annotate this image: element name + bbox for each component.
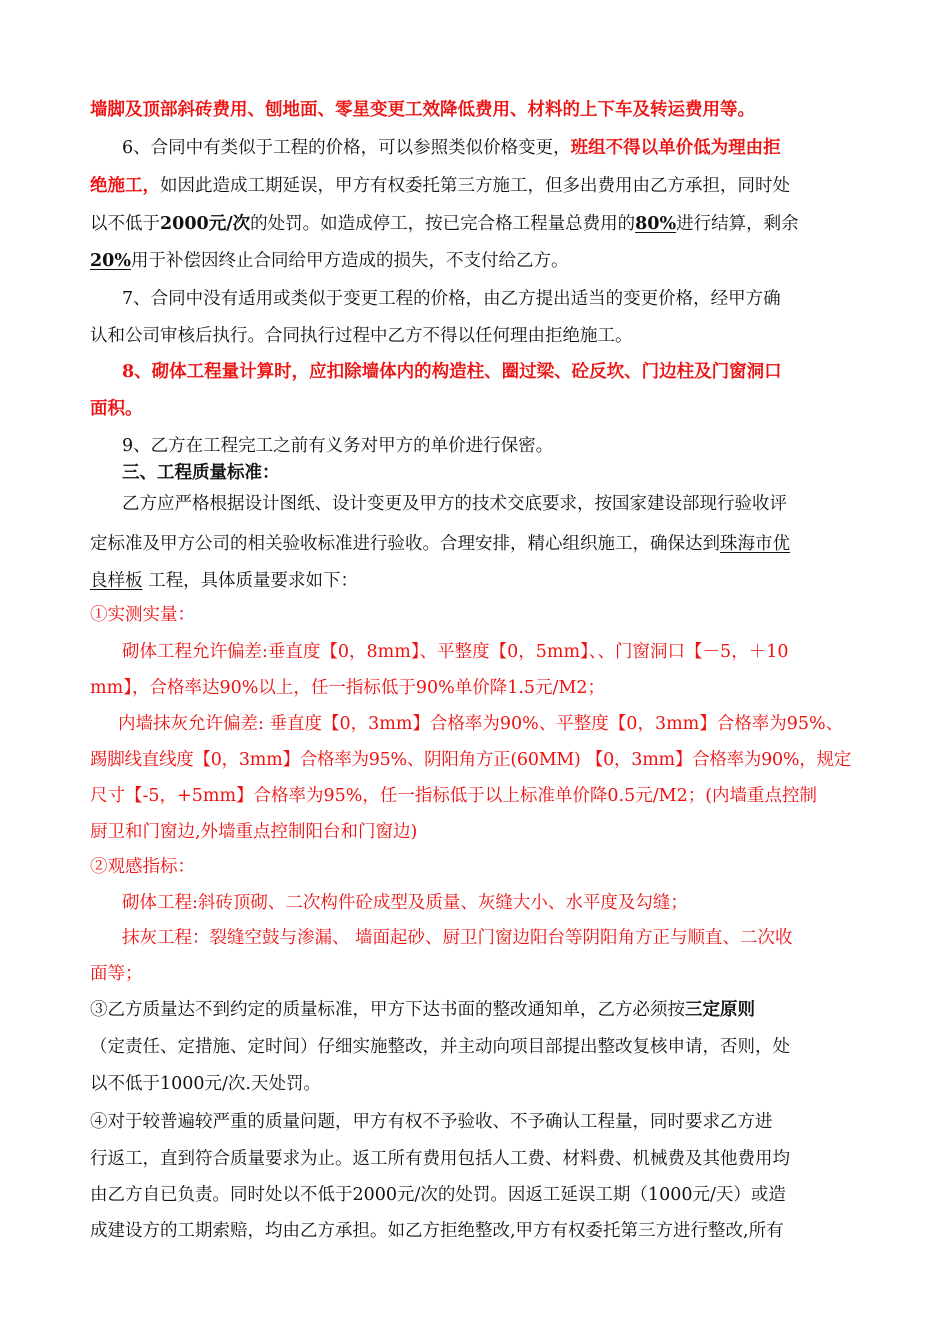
masonry-tolerance-line-2 [90,676,862,700]
text-run: 厨卫和门窗边,外墙重点控制阳台和门窗边) [90,822,418,842]
emphasized-text: 三定原则 [685,1000,755,1020]
text-run: 以不低于1000元/次.天处罚。 [90,1074,321,1094]
text-run: 以不低于 [90,214,160,234]
clause-6-line-1 [122,136,862,160]
text-run: 乙方应严格根据设计图纸、设计变更及甲方的技术交底要求，按国家建设部现行验收评 [122,494,787,514]
settlement-percent: 80% [635,214,677,234]
quality-intro-line-3 [90,569,862,593]
text-run: 砌体工程:斜砖顶砌、二次构件砼成型及质量、灰缝大小、水平度及勾缝； [122,893,688,913]
text-run: 的处罚。如造成停工，按已完合格工程量总费用的 [250,214,636,234]
text-run: （定责任、定措施、定时间）仔细实施整改，并主动向项目部提出整改复核申请，否则，处 [90,1037,790,1057]
text-run: 成建设方的工期索赔，均由乙方承担。如乙方拒绝整改,甲方有权委托第三方进行整改,所有 [90,1221,784,1241]
text-run: 用于补偿因终止合同给甲方造成的损失，不支付给乙方。 [130,251,569,271]
text-run: ①实测实量： [90,605,195,625]
clause-6-line-2 [90,174,862,198]
text-run: ②观感指标： [90,857,195,877]
underlined-text: 珠海市优 [720,534,790,554]
penalty-amount: 2000元/次 [160,214,251,234]
text-run: ③乙方质量达不到约定的质量标准，甲方下达书面的整改通知单，乙方必须按 [90,1000,685,1020]
rework-line-3 [90,1183,862,1207]
rework-line-2 [90,1147,862,1171]
highlighted-text: 绝施工， [90,176,160,196]
masonry-appearance-line [122,891,862,915]
plaster-tolerance-line-2 [90,748,862,772]
appearance-heading [90,855,862,879]
plaster-tolerance-line-4 [90,820,862,844]
masonry-tolerance-line-1 [122,640,862,664]
rework-line-4 [90,1219,862,1243]
text-run: mm】，合格率达90%以上，任一指标低于90%单价降1.5元/M2； [90,678,606,698]
plaster-tolerance-line-1 [118,712,862,736]
text-run: 工程，具体质量要求如下： [142,571,359,591]
clause-8-line-2 [90,397,862,421]
text-run: 尺寸【-5，+5mm】合格率为95%，任一指标低于以上标准单价降0.5元/M2；(内墙重点控制 [90,786,818,806]
heading-text: 三、工程质量标准： [122,463,280,483]
plaster-appearance-line-2 [90,962,862,986]
paragraph-line [90,98,862,122]
text-run: 面积。 [90,399,143,419]
plaster-appearance-line-1 [122,926,862,950]
clause-7-line-1 [122,287,862,311]
clause-9-line [122,434,862,458]
text-run: 面等； [90,964,143,984]
plaster-tolerance-line-3 [90,784,862,808]
text-run: 由乙方自已负责。同时处以不低于2000元/次的处罚。因返工延误工期（1000元/天）或造 [90,1185,786,1205]
text-run: 7、合同中没有适用或类似于变更工程的价格，由乙方提出适当的变更价格，经甲方确 [122,289,781,309]
rectification-line-1 [90,998,862,1022]
text-run: 9、乙方在工程完工之前有义务对甲方的单价进行保密。 [122,436,554,456]
text-run: 进行结算，剩余 [676,214,799,234]
quality-intro-line-1 [122,492,862,516]
rectification-line-3 [90,1072,862,1096]
rework-line-1 [90,1110,862,1134]
underlined-text: 良样板 [90,571,143,591]
quality-intro-line-2 [90,532,862,556]
text-run: 如因此造成工期延误，甲方有权委托第三方施工，但多出费用由乙方承担，同时处 [160,176,790,196]
remaining-percent: 20% [90,251,131,271]
text-run: 墙脚及顶部斜砖费用、刨地面、零星变更工效降低费用、材料的上下车及转运费用等。 [90,100,755,120]
text-run: 砌体工程允许偏差:垂直度【0，8mm】、平整度【0，5mm】、、门窗洞口【－5，＋10 [122,642,789,662]
text-run: 定标准及甲方公司的相关验收标准进行验收。合理安排，精心组织施工，确保达到 [90,534,720,554]
rectification-line-2 [90,1035,862,1059]
measurement-heading [90,603,862,627]
clause-6-line-4 [90,249,862,273]
clause-8-line-1 [122,360,862,384]
clause-7-line-2 [90,324,862,348]
highlighted-text: 班组不得以单价低为理由拒 [570,138,781,158]
text-run: 行返工，直到符合质量要求为止。返工所有费用包括人工费、材料费、机械费及其他费用均 [90,1149,790,1169]
text-run: 踢脚线直线度【0，3mm】合格率为95%、阴阳角方正(60MM) 【0，3mm】合格率为90%，规定 [90,750,852,770]
clause-6-line-3 [90,212,862,236]
text-run: ④对于较普遍较严重的质量问题，甲方有权不予验收、不予确认工程量，同时要求乙方进 [90,1112,773,1132]
text-run: 内墙抹灰允许偏差: 垂直度【0，3mm】合格率为90%、平整度【0，3mm】合格率为95%、 [118,714,844,734]
text-run: 6、合同中有类似于工程的价格，可以参照类似价格变更， [122,138,571,158]
section-heading [122,461,862,485]
text-run: 认和公司审核后执行。合同执行过程中乙方不得以任何理由拒绝施工。 [90,326,633,346]
text-run: 抹灰工程：裂缝空鼓与渗漏、 墙面起砂、厨卫门窗边阳台等阴阳角方正与顺直、二次收 [122,928,793,948]
text-run: 8、砌体工程量计算时，应扣除墙体内的构造柱、圈过梁、砼反坎、门边柱及门窗洞口 [122,362,782,382]
